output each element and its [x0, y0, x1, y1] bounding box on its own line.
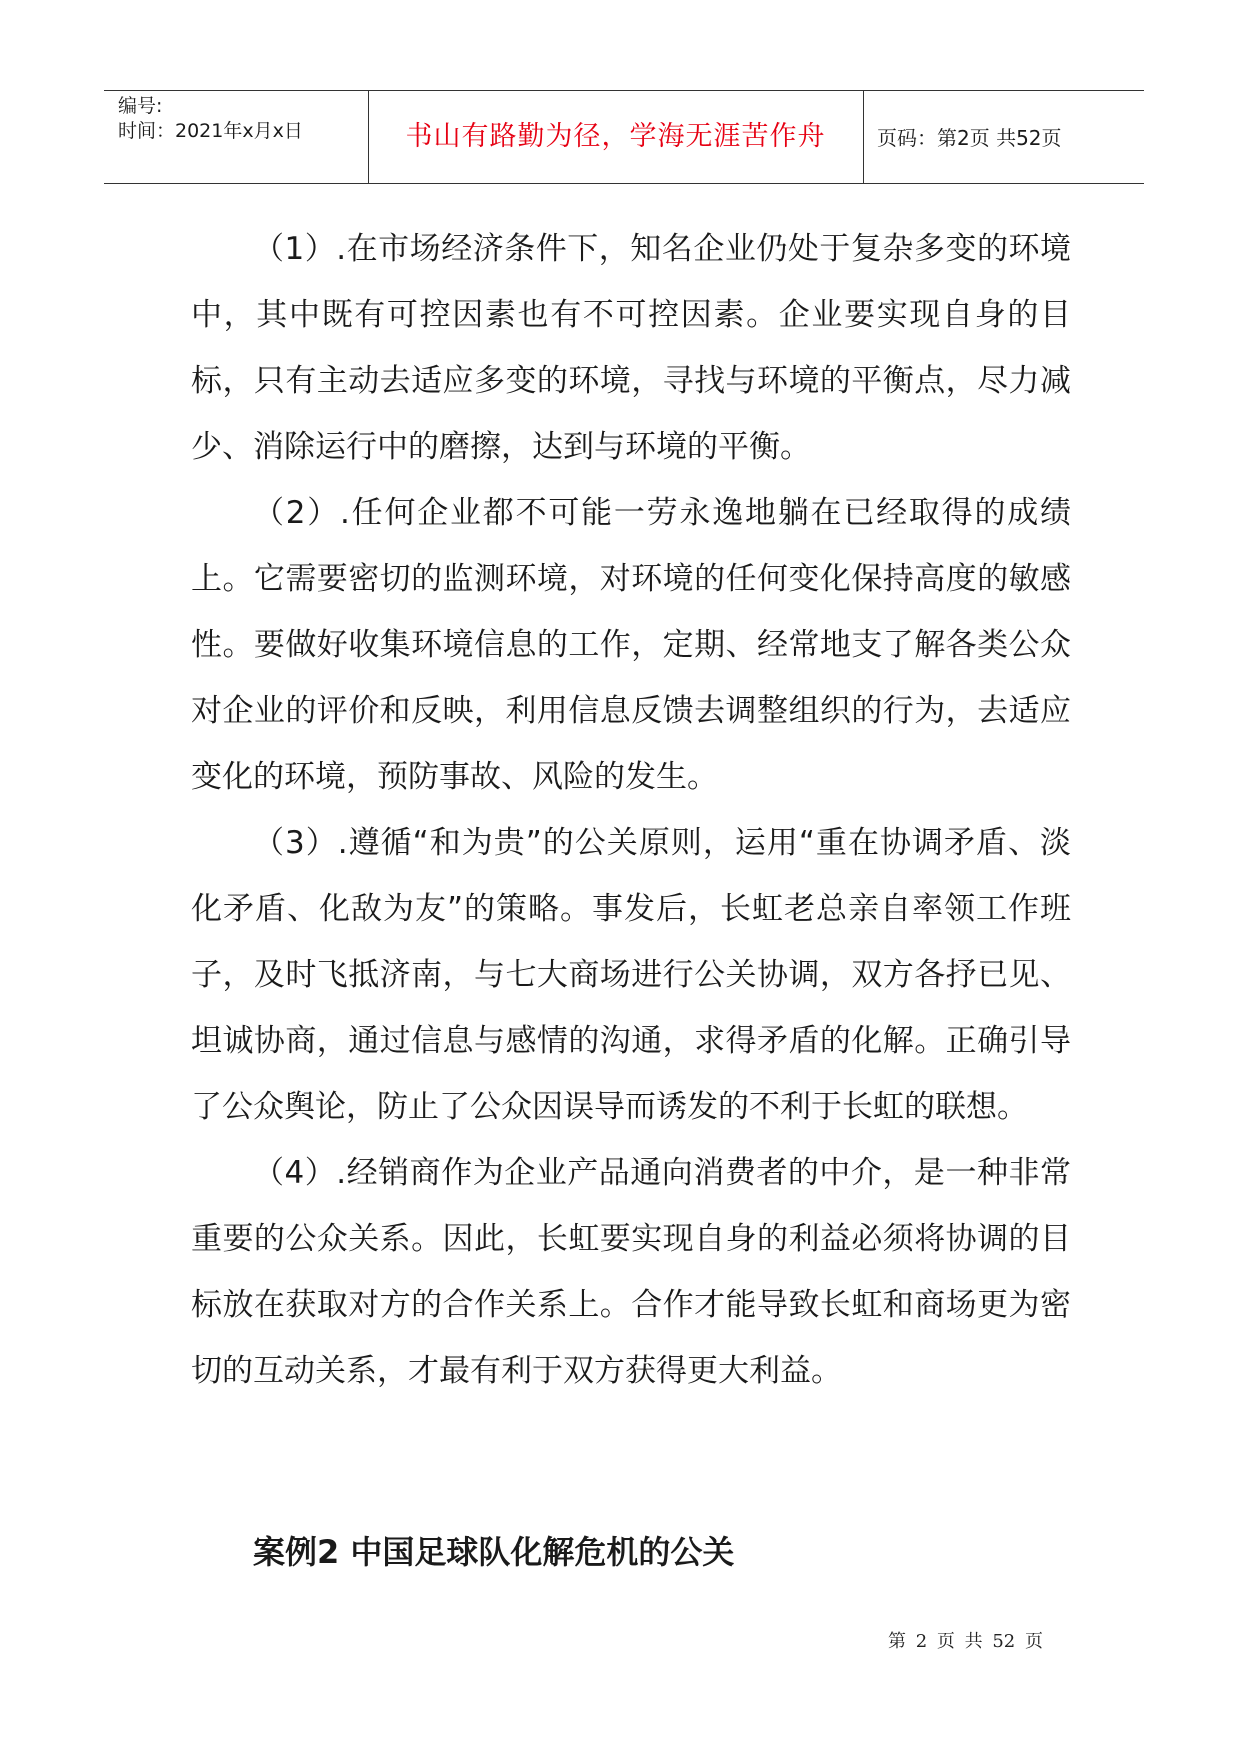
section-title: 案例2 中国足球队化解危机的公关: [253, 1533, 735, 1571]
page-footer: 第 2 页 共 52 页: [888, 1631, 1043, 1652]
number-label: 编号:: [118, 95, 163, 117]
header-meta: [104, 91, 369, 183]
paragraph-1: （1）.在市场经济条件下，知名企业仍处于复杂多变的环境中，其中既有可控因素也有不可控因素。企业要实现自身的目标，只有主动去适应多变的环境，寻找与环境的平衡点，尽力减少、消除运行中的磨擦，达到与环境的平衡。: [191, 231, 1071, 465]
document-body: [191, 216, 1071, 1404]
paragraph-2: （2）.任何企业都不可能一劳永逸地躺在已经取得的成绩上。它需要密切的监测环境，对环境的任何变化保持高度的敏感性。要做好收集环境信息的工作，定期、经常地支了解各类公众对企业的评价和反映，利用信息反馈去调整组织的行为，去适应变化的环境，预防事故、风险的发生。: [191, 495, 1071, 795]
header-page-cell: [863, 91, 1144, 183]
header-motto-cell: [368, 91, 864, 183]
time-line: 时间：2021年x月x日: [118, 120, 303, 142]
page-header: [104, 90, 1144, 184]
page-code: 页码：第2页 共52页: [877, 126, 1062, 150]
paragraph-3: （3）.遵循“和为贵”的公关原则，运用“重在协调矛盾、淡化矛盾、化敌为友”的策略。事发后，长虹老总亲自率领工作班子，及时飞抵济南，与七大商场进行公关协调，双方各抒已见、坦诚协商，通过信息与感情的沟通，求得矛盾的化解。正确引导了公众舆论，防止了公众因误导而诱发的不利于长虹的联想。: [191, 825, 1071, 1125]
paragraph-4: （4）.经销商作为企业产品通向消费者的中介，是一种非常重要的公众关系。因此，长虹要实现自身的利益必须将协调的目标放在获取对方的合作关系上。合作才能导致长虹和商场更为密切的互动关系，才最有利于双方获得更大利益。: [191, 1155, 1071, 1389]
motto: 书山有路勤为径，学海无涯苦作舟: [405, 121, 826, 152]
